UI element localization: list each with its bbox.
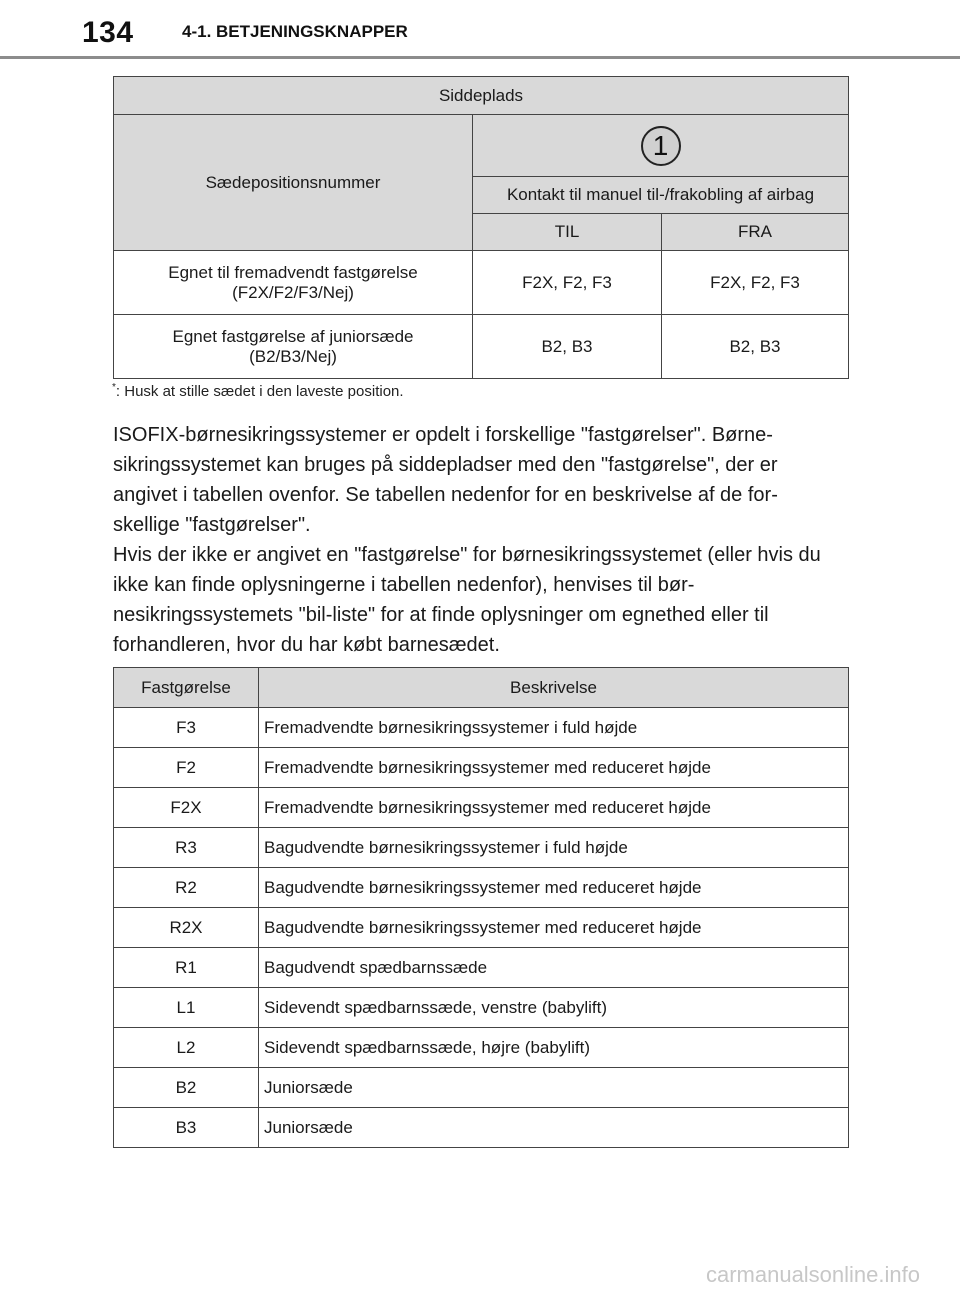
table-row: [114, 788, 849, 828]
body-text: [113, 420, 843, 660]
table-row: [114, 868, 849, 908]
fixture-description: Juniorsæde: [259, 1108, 849, 1148]
on-value: F2X, F2, F3: [473, 251, 662, 315]
fixture-code: R2: [114, 868, 259, 908]
fixture-code: F2X: [114, 788, 259, 828]
table-row: [114, 1028, 849, 1068]
footnote-text: : Husk at stille sædet i den laveste position.: [115, 383, 404, 400]
fixture-description: Sidevendt spædbarnssæde, højre (babylift): [259, 1028, 849, 1068]
description-header: Beskrivelse: [259, 668, 849, 708]
footnote: [112, 382, 404, 400]
page-number: 134: [82, 16, 134, 49]
fixture-code: F2: [114, 748, 259, 788]
table-row: [114, 1108, 849, 1148]
fixture-description: Bagudvendte børnesikringssystemer med reduceret højde: [259, 908, 849, 948]
seat-icon-cell: [473, 115, 849, 177]
fixture-code: R3: [114, 828, 259, 868]
fixture-description: Bagudvendt spædbarnssæde: [259, 948, 849, 988]
fixture-code: R1: [114, 948, 259, 988]
fixture-description-table: [113, 667, 849, 1148]
fixture-header: Fastgørelse: [114, 668, 259, 708]
fixture-description: Bagudvendte børnesikringssystemer i fuld højde: [259, 828, 849, 868]
fixture-code: B3: [114, 1108, 259, 1148]
seat-number-1-icon: 1: [641, 126, 681, 166]
section-title: 4-1. BETJENINGSKNAPPER: [182, 22, 408, 41]
page-header: [0, 0, 960, 62]
table-row: [114, 708, 849, 748]
fixture-code: R2X: [114, 908, 259, 948]
row-label: [114, 315, 473, 379]
state-off-header: FRA: [662, 214, 849, 251]
fixture-code: L1: [114, 988, 259, 1028]
on-value: B2, B3: [473, 315, 662, 379]
off-value: B2, B3: [662, 315, 849, 379]
paragraph-1: ISOFIX-børnesikringssystemer er opdelt i forskellige "fastgørelser". Børne-sikringssystemet kan bruges på siddepladser med den "fastgørelse", der er angivet i tabellen ovenfor. Se tabellen nedenfor for en beskrivelse af de for-skellige "fastgørelser".: [113, 424, 778, 536]
header-divider: [0, 56, 960, 59]
paragraph-2: Hvis der ikke er angivet en "fastgørelse" for børnesikringssystemet (eller hvis du ikke kan finde oplysningerne i tabellen nedenfor), henvises til bør-nesikringssystemets "bil-liste" for at finde oplysninger om egnethed eller til forhandleren, hvor du har købt barnesædet.: [113, 544, 821, 656]
fixture-description: Sidevendt spædbarnssæde, venstre (babylift): [259, 988, 849, 1028]
table-row: [114, 251, 849, 315]
table-row: [114, 828, 849, 868]
airbag-switch-header: Kontakt til manuel til-/frakobling af airbag: [473, 177, 849, 214]
table-row: [114, 748, 849, 788]
watermark: carmanualsonline.info: [705, 1262, 920, 1287]
fixture-description: Juniorsæde: [259, 1068, 849, 1108]
row-label: [114, 251, 473, 315]
fixture-description: Fremadvendte børnesikringssystemer med reduceret højde: [259, 788, 849, 828]
table-row: [114, 908, 849, 948]
seat-table-main-header: Siddeplads: [114, 77, 849, 115]
footnote-marker: *: [112, 382, 116, 393]
table-row: [114, 1068, 849, 1108]
row-label-line1: Egnet fastgørelse af juniorsæde: [172, 326, 414, 346]
row-label-line1: Egnet til fremadvendt fastgørelse: [168, 262, 418, 282]
fixture-code: B2: [114, 1068, 259, 1108]
fixture-description: Bagudvendte børnesikringssystemer med reduceret højde: [259, 868, 849, 908]
seat-position-table: [113, 76, 849, 379]
row-label-line2: (F2X/F2/F3/Nej): [232, 282, 354, 302]
row-label-line2: (B2/B3/Nej): [249, 346, 337, 366]
fixture-description: Fremadvendte børnesikringssystemer i fuld højde: [259, 708, 849, 748]
table-row: [114, 988, 849, 1028]
fixture-code: F3: [114, 708, 259, 748]
state-on-header: TIL: [473, 214, 662, 251]
fixture-description: Fremadvendte børnesikringssystemer med reduceret højde: [259, 748, 849, 788]
fixture-code: L2: [114, 1028, 259, 1068]
seat-position-number-header: Sædepositionsnummer: [114, 115, 473, 251]
table-row: [114, 948, 849, 988]
off-value: F2X, F2, F3: [662, 251, 849, 315]
table-row: [114, 315, 849, 379]
